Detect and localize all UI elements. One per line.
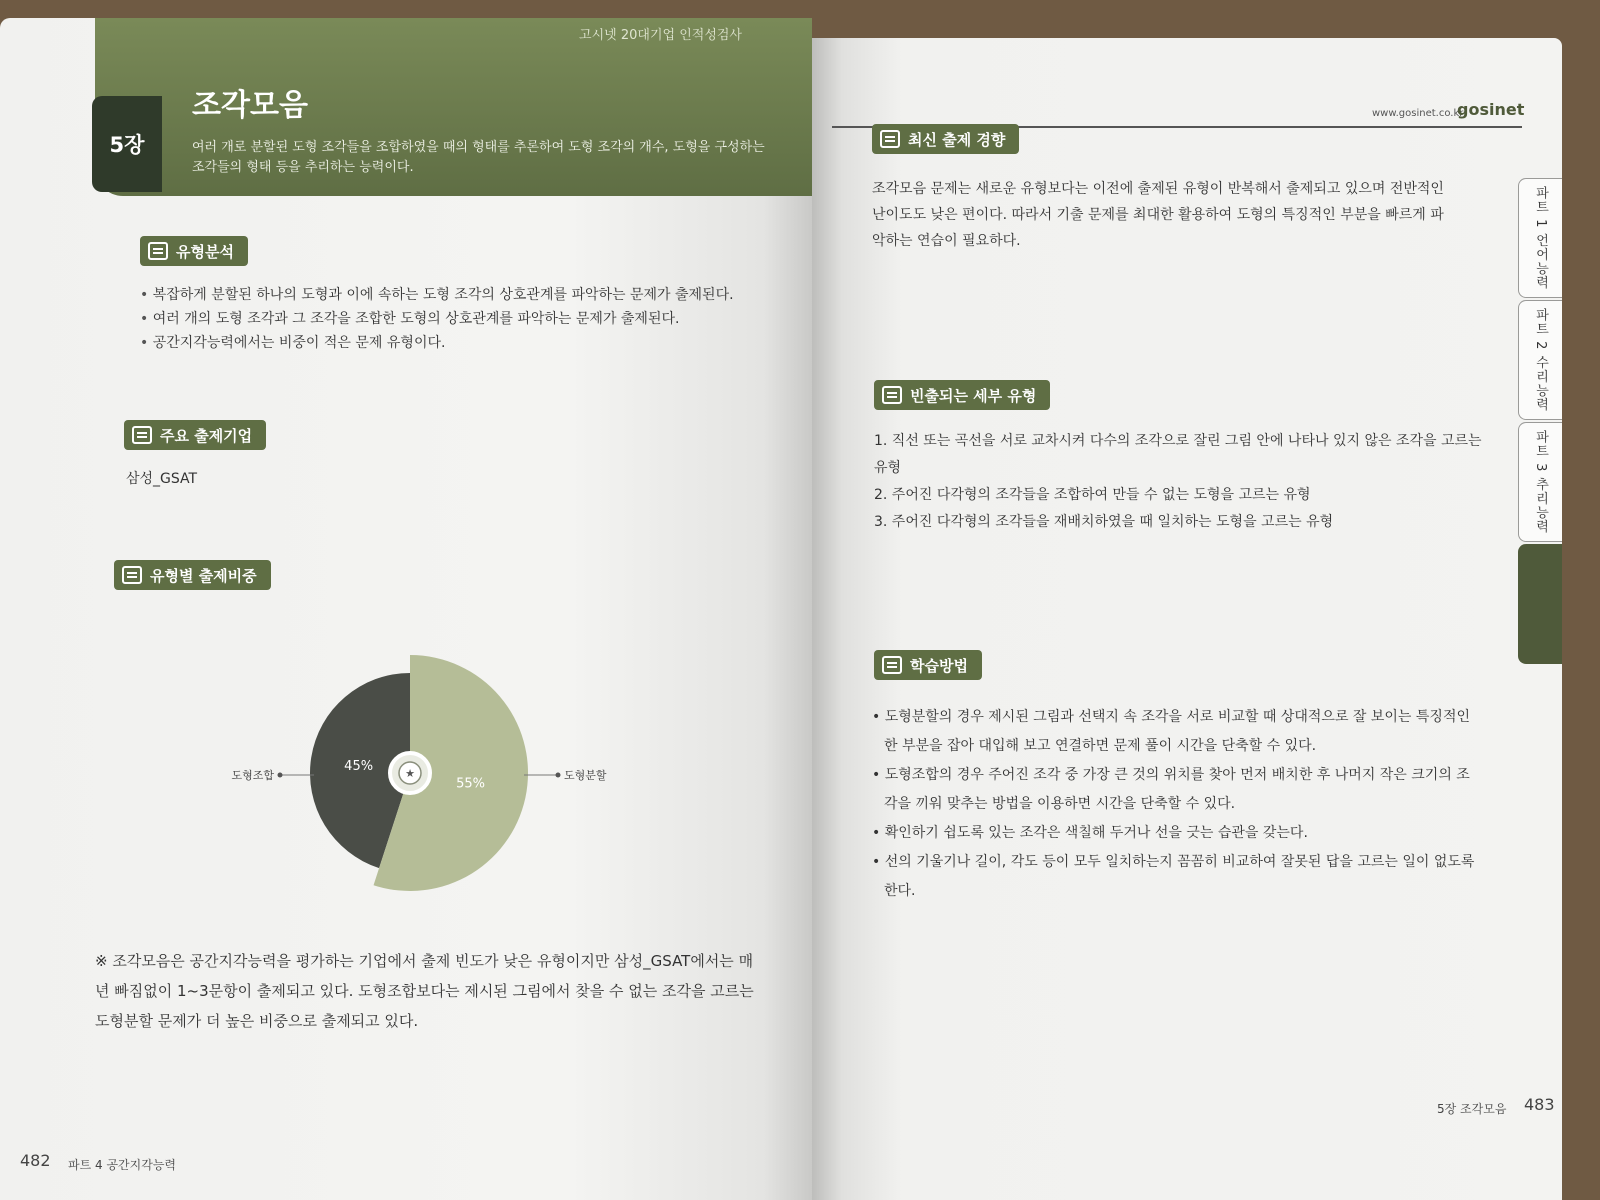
type-analysis-list	[140, 283, 740, 355]
list-item: 2. 주어진 다각형의 조각들을 조합하여 만들 수 없는 도형을 고르는 유형	[874, 487, 1311, 503]
section-label-text: 주요 출제기업	[160, 426, 253, 445]
page-number-right: 483	[1524, 1095, 1555, 1114]
pie-legend-label-1: 도형분할	[564, 769, 607, 782]
running-header: 고시넷 20대기업 인적성검사	[579, 28, 742, 43]
section-label-text: 최신 출제 경향	[908, 130, 1006, 149]
chapter-description: 여러 개로 분할된 도형 조각들을 조합하였을 때의 형태를 추론하여 도형 조각의 개수, 도형을 구성하는 조각들의 형태 등을 추리하는 능력이다.	[192, 140, 765, 175]
section-label-text: 학습방법	[910, 656, 968, 675]
section-label-frequent-types	[874, 380, 1050, 410]
section-label-type-analysis	[140, 236, 248, 266]
memo-icon	[148, 242, 168, 260]
header-site: www.gosinet.co.kr	[1372, 108, 1464, 119]
list-item: • 선의 기울기나 길이, 각도 등이 모두 일치하는지 꼼꼼히 비교하여 잘못된 답을 고르는 일이 없도록 한다.	[872, 848, 1482, 906]
star-icon: ★	[405, 767, 415, 780]
section-label-text: 빈출되는 세부 유형	[910, 386, 1037, 405]
part-label: 파트 4 공간지각능력	[68, 1158, 177, 1172]
list-item: • 도형조합의 경우 주어진 조각 중 가장 큰 것의 위치를 찾아 먼저 배치한 후 나머지 작은 크기의 조각을 끼워 맞추는 방법을 이용하면 시간을 단축할 수 있다.	[872, 761, 1482, 819]
list-item: 1. 직선 또는 곡선을 서로 교차시켜 다수의 조각으로 잘린 그림 안에 나타나 있지 않은 조각을 고르는 유형	[874, 433, 1482, 476]
pie-svg	[210, 633, 650, 923]
memo-icon	[882, 656, 902, 674]
study-method-list	[872, 703, 1482, 906]
pie-leader-dot-1	[556, 773, 561, 778]
section-label-study-method	[874, 650, 982, 680]
latest-trend-text: 조각모음 문제는 새로운 유형보다는 이전에 출제된 유형이 반복해서 출제되고 있으며 전반적인 난이도도 낮은 편이다. 따라서 기출 문제를 최대한 활용하여 도형의 특징적인 부분을 빠르게 파악하는 연습이 필요하다.	[872, 181, 1444, 249]
section-label-latest-trend	[872, 124, 1019, 154]
side-tab-label: 파트 3 추리능력	[1533, 430, 1548, 534]
side-tab-part4-active[interactable]	[1518, 544, 1562, 664]
left-page	[0, 18, 812, 1200]
memo-icon	[122, 566, 142, 584]
memo-icon	[132, 426, 152, 444]
frequent-types-list	[874, 428, 1494, 536]
list-item: • 복잡하게 분할된 하나의 도형과 이에 속하는 도형 조각의 상호관계를 파악하는 문제가 출제된다.	[140, 283, 740, 307]
chapter-number-badge: 5장	[92, 96, 162, 192]
right-page	[812, 38, 1562, 1200]
pie-leader-dot-0	[278, 773, 283, 778]
memo-icon	[880, 130, 900, 148]
pie-value-label-1: 55%	[456, 776, 486, 792]
chart-note: ※ 조각모음은 공간지각능력을 평가하는 기업에서 출제 빈도가 낮은 유형이지만 삼성_GSAT에서는 매년 빠짐없이 1~3문항이 출제되고 있다. 도형조합보다는 제시된 그림에서 찾을 수 없는 조각을 고르는 도형분할 문제가 더 높은 비중으로 출제되고 있다.	[95, 952, 754, 1030]
pie-legend-label-0: 도형조합	[231, 769, 274, 782]
main-company-value: 삼성_GSAT	[126, 471, 198, 487]
list-item: • 확인하기 쉽도록 있는 조각은 색칠해 두거나 선을 긋는 습관을 갖는다.	[872, 819, 1482, 848]
chapter-footer: 5장 조각모음	[1437, 1102, 1507, 1116]
section-label-text: 유형별 출제비중	[150, 566, 257, 585]
section-label-distribution	[114, 560, 271, 590]
side-tab-label: 파트 2 수리능력	[1533, 308, 1548, 412]
side-tab-part1[interactable]	[1518, 178, 1562, 298]
side-tab-part3[interactable]	[1518, 422, 1562, 542]
section-label-text: 유형분석	[176, 242, 234, 261]
side-tab-part2[interactable]	[1518, 300, 1562, 420]
list-item: 3. 주어진 다각형의 조각들을 재배치하였을 때 일치하는 도형을 고르는 유형	[874, 514, 1334, 530]
section-label-main-companies	[124, 420, 266, 450]
memo-icon	[882, 386, 902, 404]
list-item: • 여러 개의 도형 조각과 그 조각을 조합한 도형의 상호관계를 파악하는 문제가 출제된다.	[140, 307, 740, 331]
list-item: • 도형분할의 경우 제시된 그림과 선택지 속 조각을 서로 비교할 때 상대적으로 잘 보이는 특징적인 한 부분을 잡아 대입해 보고 연결하면 문제 풀이 시간을 단축할 수 있다.	[872, 703, 1482, 761]
header-logo: gosinet	[1457, 100, 1525, 119]
chapter-title: 조각모음	[192, 88, 308, 123]
pie-value-label-0: 45%	[344, 758, 374, 774]
page-number-left: 482	[20, 1151, 51, 1170]
list-item: • 공간지각능력에서는 비중이 적은 문제 유형이다.	[140, 331, 740, 355]
distribution-pie-chart	[210, 633, 650, 923]
side-tab-label: 파트 1 언어능력	[1533, 186, 1548, 290]
